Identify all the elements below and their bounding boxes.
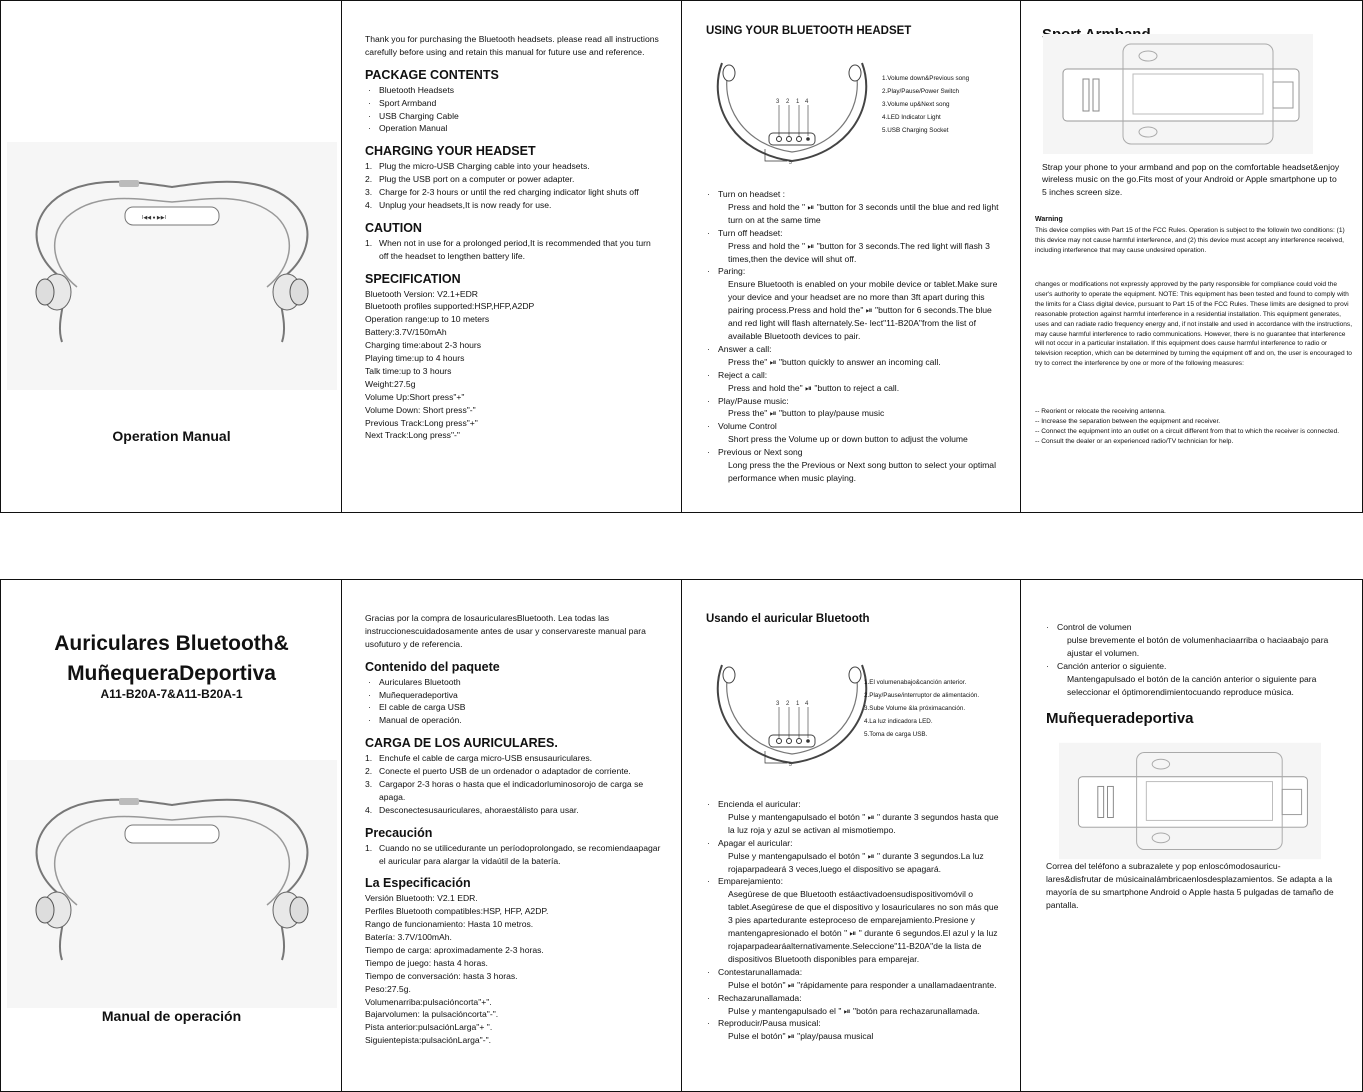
armband-heading: Muñequeradeportiva [1046, 710, 1194, 727]
spec-line: Perfiles Bluetooth compatibles:HSP, HFP, A2DP. [365, 906, 549, 917]
es-cover-subtitle: Manual de operación [101, 1008, 242, 1024]
list-item: -- Consult the dealer or an experienced radio/TV technician for help. [1035, 437, 1234, 445]
spec-line: Peso:27.5g. [365, 983, 411, 994]
spec-line: Siguientepista:pulsaciónLarga"-". [365, 1035, 492, 1046]
list-item: · Rechazarunallamada: Pulse y mantengapulsado el " ⏯ "botón para rechazarunallamada. [704, 992, 1004, 1018]
fcc-measures [1035, 407, 1355, 447]
callout-number: 4 [805, 99, 809, 105]
diagram-legend [864, 676, 979, 741]
es-instructions-panel [341, 579, 682, 1092]
list-item: 1. Cuando no se utilicedurante un períodoprolongado, se recomiendaapagar el auricular para alargar la vidaútil de la batería. [365, 842, 661, 866]
charging-heading: CHARGING YOUR HEADSET [365, 144, 536, 159]
headset-illustration [7, 142, 337, 390]
armband-illustration [1043, 34, 1313, 154]
callout-number: 2 [786, 701, 790, 707]
legend-item: 5.Toma de carga USB. [864, 731, 928, 738]
spec-line: Volume Up:Short press"+" [365, 391, 465, 402]
es-model-number: A11-B20A-7&A11-B20A-1 [100, 687, 243, 701]
diagram-legend [882, 72, 969, 137]
list-item: · Bluetooth Headsets [365, 84, 661, 97]
spec-line: Volume Down: Short press"-" [365, 404, 476, 415]
list-item: -- Reorient or relocate the receiving antenna. [1035, 408, 1166, 415]
list-item: 1. When not in use for a prolonged period,It is recommended that you turn off the headset to lengthen battery life. [365, 237, 651, 261]
list-item: · Sport Armband [365, 97, 661, 110]
legend-item: 2.Play/Pause/interruptor de alimentación. [864, 692, 980, 699]
es-using-panel [681, 579, 1022, 1092]
charging-heading: CARGA DE LOS AURICULARES. [365, 736, 558, 751]
es-cover-panel [0, 579, 343, 1092]
list-item: · Muñequeradeportiva [365, 689, 661, 702]
spec-line: Tiempo de conversación: hasta 3 horas. [365, 970, 518, 981]
list-item: 4. Unplug your headsets,It is now ready for use. [365, 199, 552, 210]
list-item: · Previous or Next song Long press the the Previous or Next song button to select your optimal performance when music playing. [704, 446, 1004, 485]
using-heading: USING YOUR BLUETOOTH HEADSET [706, 25, 912, 37]
list-item: -- Increase the separation between the equipment and receiver. [1035, 417, 1221, 425]
spec-heading: La Especificación [365, 876, 471, 891]
fcc-text: changes or modifications not expressly approved by the party responsible for compliance could void the user's authority to operate the equipment. NOTE: This equipment has been tested and found to comply with the limits for a Class digital device, pursuant to Part 15 of the FCC Rules. These limits are designed to provi reasonable protection against harmful interference in a residential installation. This equipment generates, uses and can radiate radio frequency energy and, if not installe and used in accordance with the instructions, may cause harmful interference to radio communications. However, there is no guarantee that interference will not occur in a particular installation. If this equipment does cause harmful interference to radio or television reception, which can be determined by turning the equipment off and on, the user is encouraged to try to correct the interference by one or more of the following measures: [1035, 281, 1353, 368]
spec-line: Rango de funcionamiento: Hasta 10 metros. [365, 919, 534, 930]
callout-number: 4 [805, 701, 809, 707]
spec-line: Battery:3.7V/150mAh [365, 327, 447, 338]
list-item: · USB Charging Cable [365, 110, 661, 123]
list-item: · Answer a call: Press the" ⏯ "button quickly to answer an incoming call. [704, 343, 1004, 369]
list-item: · Reproducir/Pausa musical: Pulse el botón" ⏯ "play/pausa musical [704, 1017, 1004, 1043]
caution-heading: CAUTION [365, 220, 422, 235]
armband-text: Strap your phone to your armband and pop on the comfortable headset&enjoy wireless music on the go.Fits most of your Android or Apple smartphone up to 5 inches screen size. [1042, 162, 1340, 197]
list-item: · Manual de operación. [365, 714, 661, 727]
legend-item: 1.El volumenabajo&canción anterior. [864, 679, 967, 686]
list-item: · Volume Control Short press the Volume up or down button to adjust the volume [704, 420, 1004, 446]
legend-item: 4.La luz indicadora LED. [864, 718, 933, 725]
svg-text:I◀◀ ● ▶▶I: I◀◀ ● ▶▶I [142, 215, 166, 221]
list-item: · Paring: Ensure Bluetooth is enabled on your mobile device or tablet.Make sure your device and your headset are no more than 3ft apart during this pairing process.Press and hold the" ⏯ "button for 6 seconds.The blue and red light will flash alternately.Se- lect"11-B20A"from the list of available Bluetooth devices to pair. [704, 265, 1004, 342]
list-item: · Contestarunallamada: Pulse el botón" ⏯ "rápidamente para responder a unallamadaentrante. [704, 966, 1004, 992]
list-item: · Reject a call: Press and hold the" ⏯ "button to reject a call. [704, 369, 1004, 395]
callout-number: 2 [786, 99, 790, 105]
list-item: · Apagar el auricular: Pulse y mantengapulsado el botón " ⏯ " durante 3 segundos.La luz rojaparpadeará 3 veces,luego el dispositivo se apagará. [704, 837, 1004, 876]
callout-number: 5 [789, 762, 792, 768]
usage-steps [704, 188, 1004, 485]
charging-list [365, 752, 661, 817]
spec-line: Tiempo de juego: hasta 4 horas. [365, 957, 488, 968]
legend-item: 5.USB Charging Socket [882, 127, 949, 134]
spec-line: Bluetooth Version: V2.1+EDR [365, 288, 478, 299]
list-item: 1. Plug the micro-USB Charging cable into your headsets. [365, 161, 590, 172]
list-item: 3. Charge for 2-3 hours or until the red charging indicator light shuts off [365, 187, 639, 198]
es-cover-title-1: Auriculares Bluetooth& [54, 632, 289, 655]
spec-line: Talk time:up to 3 hours [365, 365, 452, 376]
charging-list [365, 160, 661, 212]
callout-number: 5 [789, 160, 792, 166]
spec-line: Weight:27.5g [365, 378, 416, 389]
spec-line: Next Track:Long press"-" [365, 430, 460, 441]
spec-heading: SPECIFICATION [365, 271, 461, 286]
en-using-panel [681, 0, 1022, 513]
spec-line: Bluetooth profiles supported:HSP,HFP,A2DP [365, 301, 535, 312]
continued-steps [1043, 621, 1343, 698]
caution-list [365, 842, 661, 868]
legend-item: 4.LED Indicator Light [882, 114, 941, 121]
list-item: · Control de volumen pulse brevemente el botón de volumenhaciaarriba o haciaabajo para ajustar el volumen. [1043, 621, 1343, 660]
list-item: · Operation Manual [365, 122, 661, 135]
armband-text: Correa del teléfono a subrazalete y pop enloscómodosauricu- lares&disfrutar de músicainalámbricaenlosdesplazamientos. Se adapta a la mayoría de su smartphone Android o Apple hasta 5 pulgadas de tamaño de pantalla. [1046, 861, 1334, 910]
legend-item: 1.Volume down&Previous song [882, 75, 970, 82]
en-instructions-panel [341, 0, 682, 513]
list-item: -- Connect the equipment into an outlet on a circuit different from that to which the receiver is connected. [1035, 427, 1340, 435]
spec-line: Versión Bluetooth: V2.1 EDR. [365, 893, 478, 904]
list-item: 4. Desconectesusauriculares, ahoraestálisto para usar. [365, 804, 579, 815]
using-heading: Usando el auricular Bluetooth [706, 613, 870, 625]
list-item: · Encienda el auricular: Pulse y mantengapulsado el botón " ⏯ " durante 3 segundos hasta que la luz roja y azul se activan al mismotiempo. [704, 798, 1004, 837]
legend-item: 3.Volume up&Next song [882, 101, 950, 108]
en-armband-panel [1020, 0, 1363, 513]
package-heading: Contenido del paquete [365, 659, 500, 674]
usage-steps [704, 798, 1004, 1043]
list-item: 2. Conecte el puerto USB de un ordenador o adaptador de corriente. [365, 766, 631, 777]
callout-number: 3 [776, 99, 780, 105]
legend-item: 3.Sube Volume &la próximacanción. [864, 705, 966, 712]
list-item: · El cable de carga USB [365, 701, 661, 714]
en-cover-panel [0, 0, 343, 513]
package-list [365, 84, 661, 136]
spec-line: Operation range:up to 10 meters [365, 314, 490, 325]
list-item: · Turn on headset : Press and hold the " ⏯ "button for 3 seconds until the blue and red light turn on at the same time [704, 188, 1004, 227]
callout-number: 3 [776, 701, 780, 707]
list-item: · Canción anterior o siguiente. Mantengapulsado el botón de la canción anterior o siguiente para seleccionar el óptimorendimientocuando reproduce música. [1043, 660, 1343, 699]
es-armband-panel [1020, 579, 1363, 1092]
spec-line: Bajarvolumen: la pulsacióncorta"-". [365, 1009, 499, 1020]
armband-illustration [1059, 742, 1321, 860]
caution-heading: Precaución [365, 825, 433, 840]
es-cover-title-2: MuñequeraDeportiva [67, 662, 276, 685]
list-item: · Auriculares Bluetooth [365, 676, 661, 689]
spec-line: Batería: 3.7V/100mAh. [365, 932, 452, 943]
headset-diagram [707, 655, 877, 780]
list-item: 1. Enchufe el cable de carga micro-USB ensusauriculares. [365, 753, 593, 764]
intro-text: Gracias por la compra de losauricularesBluetooth. Lea todas las instruccionescuidadosamente antes de usar y conservareste manual para usofuturo y de referencia. [365, 613, 646, 649]
spec-line: Tiempo de carga: aproximadamente 2-3 horas. [365, 944, 544, 955]
list-item: · Turn off headset: Press and hold the " ⏯ "button for 3 seconds.The red light will flash 3 times,then the device will shut off. [704, 227, 1004, 266]
warning-title: Warning [1035, 216, 1063, 223]
intro-text: Thank you for purchasing the Bluetooth headsets. please read all instructions carefully before using and retain this manual for future use and reference. [365, 34, 659, 57]
spec-line: Previous Track:Long press"+" [365, 417, 478, 428]
spec-line: Charging time:about 2-3 hours [365, 340, 482, 351]
list-item: 3. Cargapor 2-3 horas o hasta que el indicadorluminosorojo de carga se apaga. [365, 778, 644, 802]
cover-title: Operation Manual [112, 428, 231, 444]
spec-list [365, 892, 661, 1047]
spec-line: Pista anterior:pulsaciónLarga"+ ". [365, 1022, 493, 1033]
callout-number: 1 [796, 701, 800, 707]
headset-diagram [707, 53, 877, 178]
spec-line: Volumenarriba:pulsacióncorta"+". [365, 996, 492, 1007]
legend-item: 2.Play/Pause/Power Switch [882, 88, 959, 95]
spec-list [365, 288, 661, 443]
list-item: · Emparejamiento: Asegúrese de que Bluetooth estáactivadoensudispositivomóvil o tablet.Asegúrese de que el dispositivo y losauriculares no son más que 3 pies apartedurante esteproceso de emparejamiento.Presione y mantengapresionado el botón " ⏯ " durante 6 segundos.El azul y la luz rojaparpadearáalternativamente.Seleccione"11-B20A"de la lista de dispositivos Bluetooth disponibles para emparejar. [704, 875, 1004, 965]
list-item: · Play/Pause music: Press the" ⏯ "button to play/pause music [704, 395, 1004, 421]
callout-number: 1 [796, 99, 800, 105]
caution-list [365, 237, 661, 263]
spec-line: Playing time:up to 4 hours [365, 353, 465, 364]
package-heading: PACKAGE CONTENTS [365, 67, 499, 82]
package-list [365, 676, 661, 728]
warning-text: This device complies with Part 15 of the FCC Rules. Operation is subject to the followin two conditions: (1) this device may not cause harmful interference, and (2) this device must accept any interference received, including interference that may cause undesired operation. [1035, 227, 1345, 254]
headset-illustration [7, 760, 337, 1008]
list-item: 2. Plug the USB port on a computer or power adapter. [365, 174, 575, 185]
